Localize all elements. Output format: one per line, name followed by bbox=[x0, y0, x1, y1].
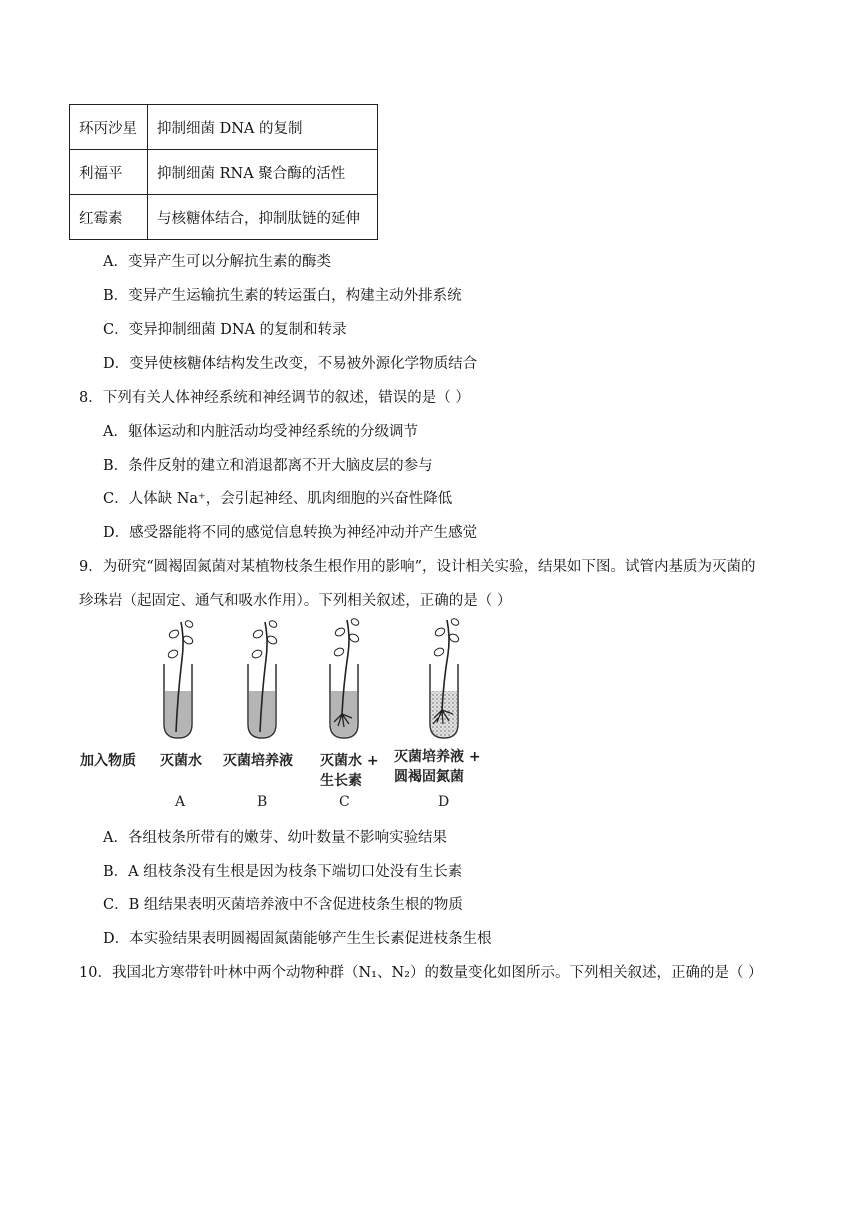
tube-c bbox=[330, 617, 360, 738]
tube-c-label-2: 生长素 bbox=[320, 773, 362, 789]
q8-stem: 8．下列有关人体神经系统和神经调节的叙述，错误的是（ ） bbox=[79, 390, 470, 406]
q10-stem: 10．我国北方寒带针叶林中两个动物种群（N₁、N₂）的数量变化如图所示。下列相关叙述，正确的是（ ） bbox=[79, 965, 763, 981]
q9-option-a: A．各组枝条所带有的嫩芽、幼叶数量不影响实验结果 bbox=[103, 830, 447, 846]
table-row bbox=[70, 150, 378, 195]
table-cell-effect: 与核糖体结合，抑制肽链的延伸 bbox=[148, 195, 378, 240]
table-cell-effect: 抑制细菌 DNA 的复制 bbox=[148, 105, 378, 150]
experiment-figure bbox=[76, 614, 496, 814]
table-cell-effect: 抑制细菌 RNA 聚合酶的活性 bbox=[148, 150, 378, 195]
table-cell-drug: 利福平 bbox=[70, 150, 148, 195]
q9-stem-line1: 9．为研究“圆褐固氮菌对某植物枝条生根作用的影响”，设计相关实验，结果如下图。试管内基质为灭菌的 bbox=[79, 559, 756, 575]
tube-d-letter: D bbox=[438, 794, 450, 810]
tube-b-label: 灭菌培养液 bbox=[223, 753, 293, 769]
q8-option-c: C．人体缺 Na⁺，会引起神经、肌肉细胞的兴奋性降低 bbox=[103, 491, 453, 507]
q9-stem-line2: 珍珠岩（起固定、通气和吸水作用）。下列相关叙述，正确的是（ ） bbox=[79, 593, 512, 609]
q7-option-b: B．变异产生运输抗生素的转运蛋白，构建主动外排系统 bbox=[103, 288, 462, 304]
antibiotic-table bbox=[69, 104, 378, 240]
q8-option-b: B．条件反射的建立和消退都离不开大脑皮层的参与 bbox=[103, 458, 433, 474]
tube-b bbox=[248, 619, 278, 738]
q9-option-c: C．B 组结果表明灭菌培养液中不含促进枝条生根的物质 bbox=[103, 897, 463, 913]
q8-option-a: A．躯体运动和内脏活动均受神经系统的分级调节 bbox=[103, 424, 418, 440]
tube-c-label-1: 灭菌水 + bbox=[320, 753, 379, 769]
table-cell-drug: 环丙沙星 bbox=[70, 105, 148, 150]
tube-a-letter: A bbox=[175, 794, 186, 810]
q9-option-b: B．A 组枝条没有生根是因为枝条下端切口处没有生长素 bbox=[103, 864, 463, 880]
table-row bbox=[70, 105, 378, 150]
figure-row-label: 加入物质 bbox=[80, 753, 136, 769]
tube-d-label-1: 灭菌培养液 + bbox=[394, 749, 481, 765]
tube-c-letter: C bbox=[339, 794, 350, 810]
tube-a-label: 灭菌水 bbox=[160, 753, 202, 769]
q7-option-c: C．变异抑制细菌 DNA 的复制和转录 bbox=[103, 322, 347, 338]
table-cell-drug: 红霉素 bbox=[70, 195, 148, 240]
tube-d bbox=[430, 617, 460, 738]
q7-option-a: A．变异产生可以分解抗生素的酶类 bbox=[103, 254, 331, 270]
tube-b-letter: B bbox=[257, 794, 268, 810]
tube-a bbox=[164, 619, 194, 738]
tube-d-label-2: 圆褐固氮菌 bbox=[394, 769, 464, 785]
table-row bbox=[70, 195, 378, 240]
q7-option-d: D．变异使核糖体结构发生改变，不易被外源化学物质结合 bbox=[103, 356, 478, 372]
q9-option-d: D．本实验结果表明圆褐固氮菌能够产生生长素促进枝条生根 bbox=[103, 931, 492, 947]
q8-option-d: D．感受器能将不同的感觉信息转换为神经冲动并产生感觉 bbox=[103, 525, 478, 541]
